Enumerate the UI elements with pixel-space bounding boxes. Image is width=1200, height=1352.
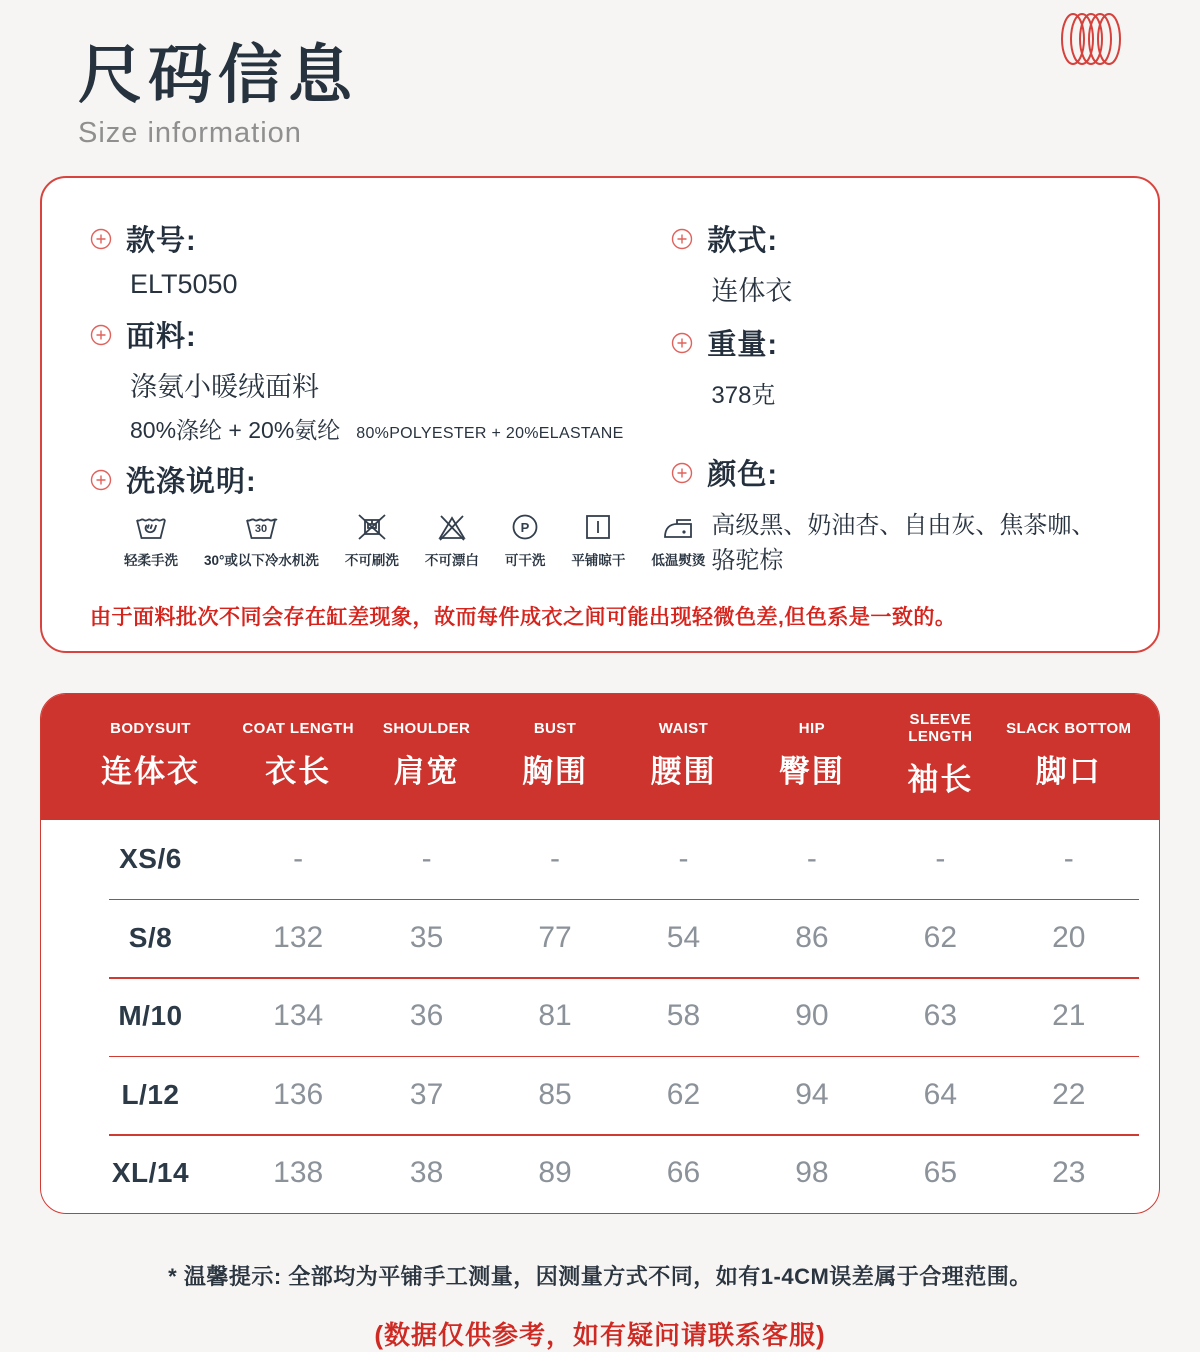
flat-dry-icon [583, 512, 613, 542]
care-item-no-scrub: 不可刷洗 [345, 512, 399, 569]
header-slack-bottom: SLACK BOTTOM 脚口 [1006, 719, 1132, 789]
measurement-tip-note: * 温馨提示: 全部均为平铺手工测量，因测量方式不同，如有1-4CM误差属于合理范围。 [168, 1263, 1032, 1289]
weight-label: 重量: [707, 329, 779, 362]
table-row: XL/14 138 38 89 66 98 65 23 [41, 1134, 1159, 1213]
table-row: M/10 134 36 81 58 90 63 21 [41, 977, 1159, 1056]
plus-circle-icon [90, 228, 112, 250]
size-table-header [41, 694, 1159, 820]
care-item-low-iron: 低温熨烫 [651, 512, 705, 569]
svg-text:30: 30 [255, 523, 268, 536]
care-item-no-bleach: 不可漂白 [425, 512, 479, 569]
table-row: S/8 132 35 77 54 86 62 20 [41, 899, 1159, 978]
header-bodysuit: BODYSUIT 连体衣 [100, 719, 200, 789]
table-row: XS/6 - - - - - - - [119, 842, 1074, 876]
care-icons-row [124, 512, 706, 569]
page-header [0, 0, 1200, 150]
info-right-column [671, 204, 1110, 579]
style-label: 款式: [707, 225, 779, 258]
plus-circle-icon [671, 462, 693, 484]
care-item-flat-dry: 平铺晾干 [571, 512, 625, 569]
table-row: L/12 136 37 85 62 94 64 22 [41, 1056, 1159, 1135]
plus-circle-icon [671, 332, 693, 354]
size-table [40, 693, 1160, 1214]
fabric-label: 面料: [126, 321, 197, 354]
style-value: 连体衣 [711, 276, 793, 307]
style-field [671, 218, 1110, 308]
care-label: 洗涤说明: [126, 466, 257, 499]
fabric-field [90, 314, 671, 445]
weight-field [671, 322, 1110, 410]
page-subtitle: Size information [78, 117, 302, 150]
color-field [671, 452, 1110, 575]
hand-wash-icon [134, 512, 168, 542]
care-item-hand-wash: 轻柔手洗 [124, 512, 178, 569]
plus-circle-icon [671, 228, 693, 250]
header-shoulder: SHOULDER 肩宽 [382, 719, 471, 789]
color-label: 颜色: [707, 459, 779, 492]
svg-text:P: P [520, 520, 530, 536]
weight-value: 378克 [711, 382, 776, 410]
header-waist: WAIST 腰围 [650, 719, 717, 789]
header-bust: BUST 胸围 [522, 719, 589, 789]
header-coat-length: COAT LENGTH 衣长 [242, 719, 354, 789]
header-hip: HIP 臀围 [778, 719, 845, 789]
dry-clean-icon [510, 512, 540, 542]
product-info-panel [40, 176, 1160, 653]
color-value: 高级黑、奶油杏、自由灰、焦茶咖、骆驼棕 [711, 512, 1096, 575]
fabric-value: 涤氨小暖绒面料 [130, 372, 319, 403]
no-scrub-icon [356, 512, 388, 542]
machine-wash-30-icon [243, 512, 279, 542]
header-sleeve-length: SLEEVE LENGTH 袖长 [907, 711, 974, 798]
info-left-column [90, 204, 706, 579]
page-title: 尺码信息 [78, 39, 358, 111]
care-item-machine-wash-30: 30 30°或以下冷水机洗 [204, 512, 319, 569]
care-item-dry-clean: P 可干洗 [505, 512, 546, 569]
style-number-field [90, 218, 671, 300]
plus-circle-icon [90, 324, 112, 346]
batch-dye-note: 由于面料批次不同会存在缸差现象，故而每件成衣之间可能出现轻微色差,但色系是一致的。 [90, 606, 957, 630]
style-number-label: 款号: [126, 225, 197, 258]
no-bleach-icon [436, 512, 468, 542]
plus-circle-icon [90, 469, 112, 491]
fabric-composition-en: 80%POLYESTER + 20%ELASTANE [356, 425, 624, 443]
fabric-composition-cn: 80%涤纶 + 20%氨纶 [130, 417, 341, 444]
style-number-value: ELT5050 [130, 269, 238, 300]
reference-only-note: (数据仅供参考，如有疑问请联系客服) [374, 1319, 826, 1350]
care-field [90, 459, 706, 569]
spring-coil-icon [1060, 10, 1122, 68]
